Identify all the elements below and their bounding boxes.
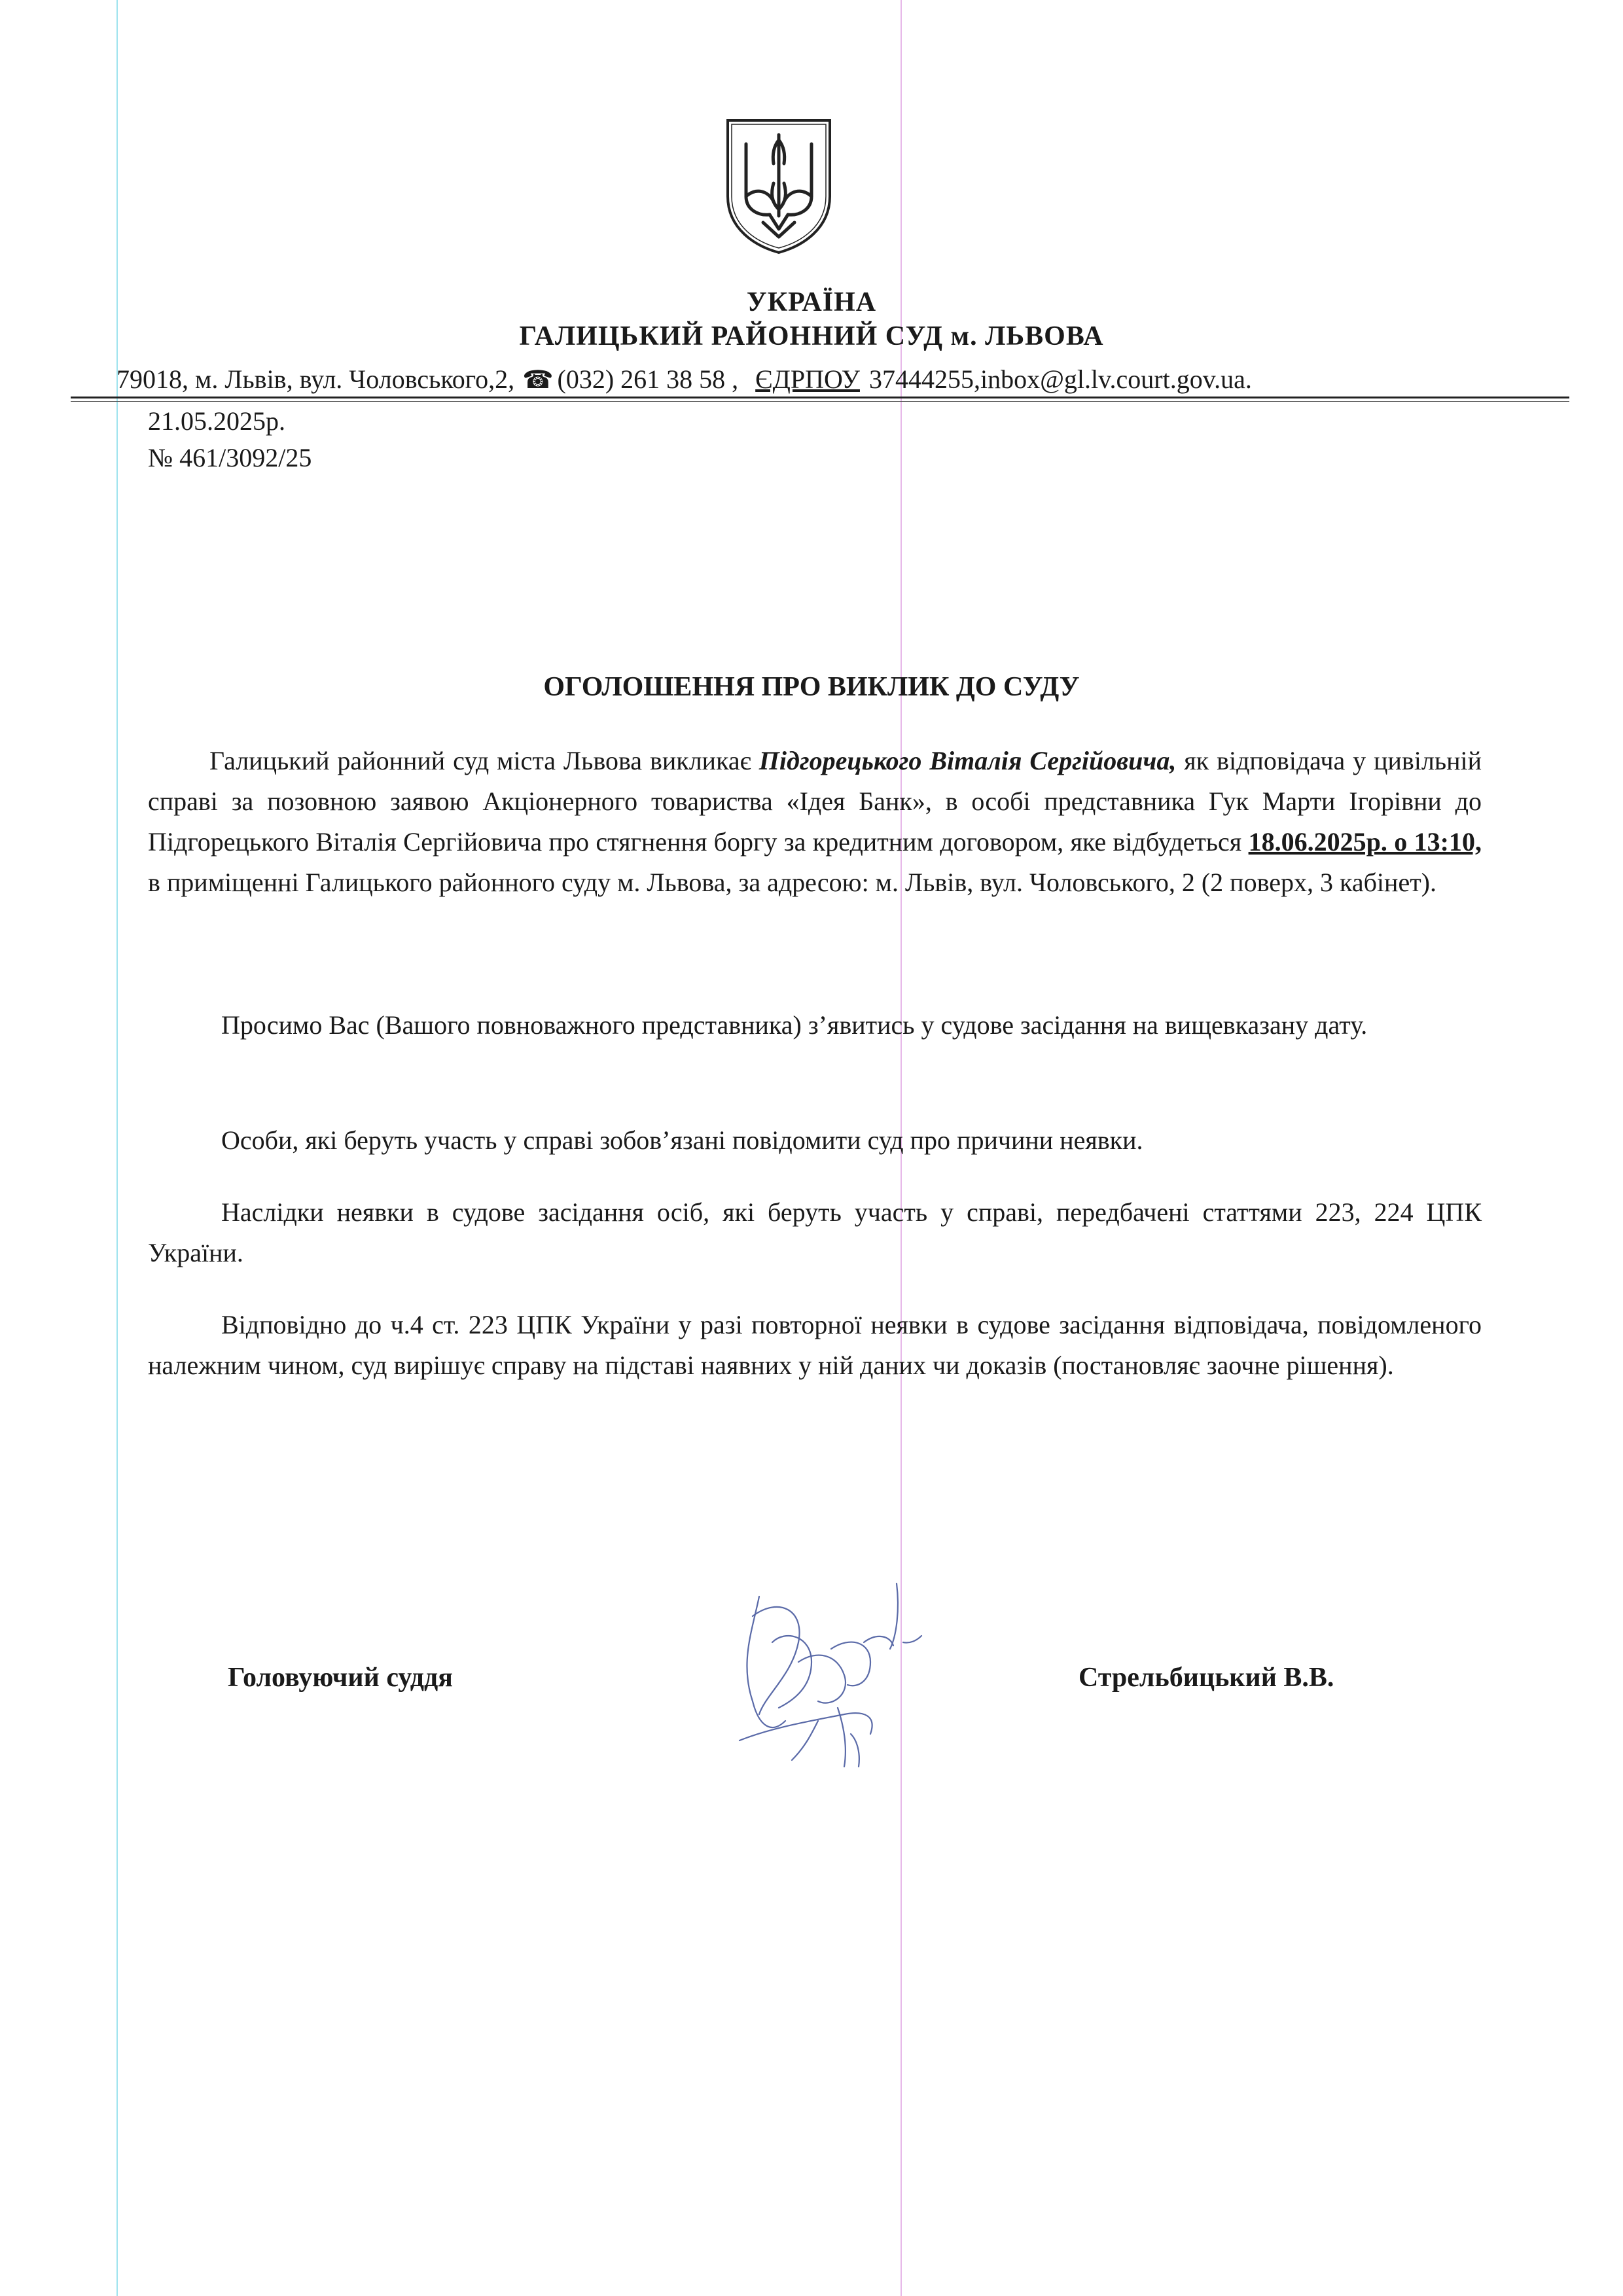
header-divider xyxy=(71,397,1569,398)
notice-paragraph-4: Наслідки неявки в судове засідання осіб, які беруть участь у справі, передбачені статтями 223, 224 ЦПК України. xyxy=(148,1197,1482,1267)
header-country: УКРАЇНА xyxy=(746,287,877,317)
signatory-name: Стрельбицький В.В. xyxy=(1079,1663,1334,1693)
court-address-line xyxy=(116,364,1537,395)
edrpou-email: 37444255,inbox@gl.lv.court.gov.ua. xyxy=(868,364,1252,394)
notice-paragraph-5: Відповідно до ч.4 ст. 223 ЦПК України у разі повторної неявки в судове засідання відповідача, повідомленого належним чином, суд вирішує справу на підставі наявних у ній даних чи доказів (постановляє заочне рішення). xyxy=(148,1310,1482,1380)
notice-paragraph-2: Просимо Вас (Вашого повноважного представника) з’явитись у судове засідання на вищевказану дату. xyxy=(221,1010,1368,1040)
p1-text-a: Галицький районний суд міста Львова викликає xyxy=(209,746,759,775)
hearing-datetime: 18.06.2025р. о 13:10, xyxy=(1248,827,1482,857)
p1-text-b: як відповідача у цивільній справі за позовною заявою Акціонерного товариства «Ідея Банк», в особі представника Гук Марти Ігорівни до Підгорецького Віталія Сергійовича про стягнення боргу за кредитним договором, яке відбудеться xyxy=(148,746,1482,857)
header-court-name: ГАЛИЦЬКИЙ РАЙОННИЙ СУД м. ЛЬВОВА xyxy=(519,321,1104,351)
edrpou-label: ЄДРПОУ xyxy=(755,364,860,394)
notice-paragraph-1 xyxy=(148,741,1482,903)
notice-title: ОГОЛОШЕННЯ ПРО ВИКЛИК ДО СУДУ xyxy=(543,672,1080,702)
document-date: 21.05.2025р. xyxy=(148,406,285,436)
handwritten-signature xyxy=(713,1570,936,1793)
court-phone: (032) 261 38 58 , xyxy=(557,364,739,394)
telephone-icon: ☎ xyxy=(522,366,554,394)
trident-coat-of-arms-icon xyxy=(724,118,834,255)
header-divider-thin xyxy=(71,401,1569,402)
notice-paragraph-3: Особи, які беруть участь у справі зобов’язані повідомити суд про причини неявки. xyxy=(221,1125,1143,1155)
court-address: 79018, м. Львів, вул. Чоловського,2, xyxy=(116,364,515,394)
p1-text-c: в приміщенні Галицького районного суду м. Львова, за адресою: м. Львів, вул. Чоловського, 2 (2 поверх, 3 кабінет). xyxy=(148,868,1437,897)
signatory-role: Головуючий суддя xyxy=(228,1663,453,1693)
document-number: № 461/3092/25 xyxy=(148,443,312,472)
defendant-name: Підгорецького Віталія Сергійовича, xyxy=(758,746,1177,775)
